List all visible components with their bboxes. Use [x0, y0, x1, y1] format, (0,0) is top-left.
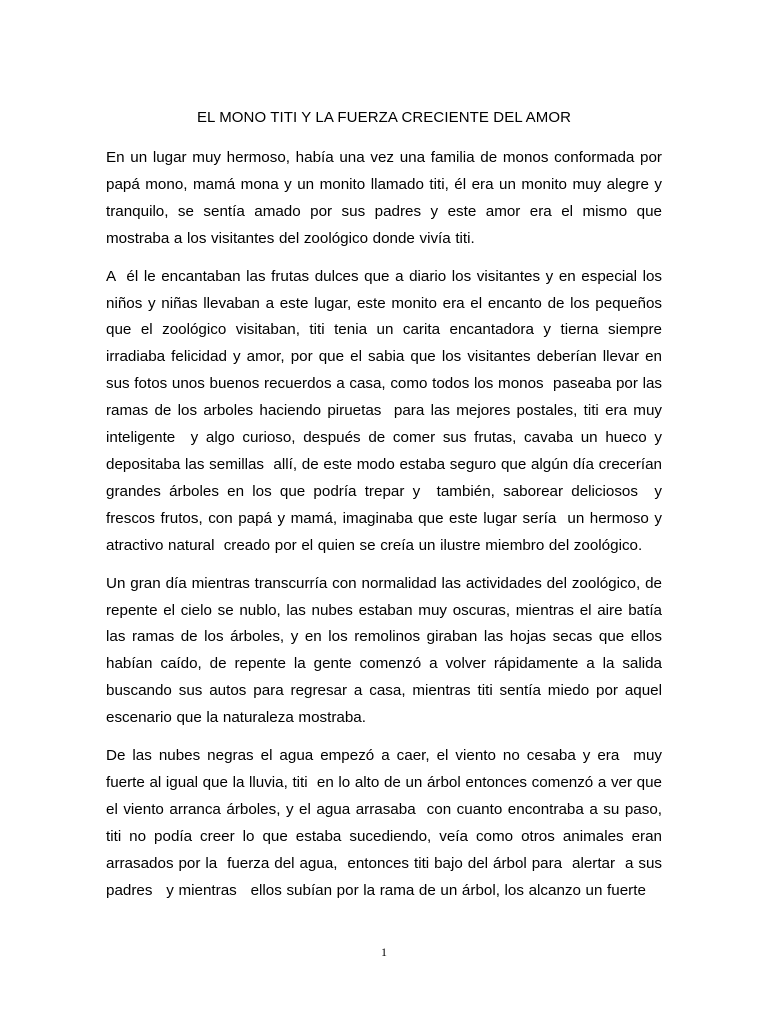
paragraph-3: Un gran día mientras transcurría con normalidad las actividades del zoológico, de repente el cielo se nublo, las nubes estaban muy oscuras, mientras el aire batía las ramas de los árboles, y en los remolinos giraban las hojas secas que ellos habían caído, de repente la gente comenzó a volver rápidamente a la salida buscando sus autos para regresar a casa, mientras titi sentía miedo por aquel escenario que la naturaleza mostraba. — [106, 574, 667, 727]
document-body — [106, 145, 667, 915]
paragraph-4: De las nubes negras el agua empezó a caer, el viento no cesaba y era muy fuerte al igual que la lluvia, titi en lo alto de un árbol entonces comenzó a ver que el viento arranca árboles, y el agua arrasaba con cuanto encontraba a su paso, titi no podía creer lo que estaba sucediendo, veía como otros animales eran arrasados por la fuerza del agua, entonces titi bajo del árbol para alertar a sus padres y mientras ellos subían por la rama de un árbol, los alcanzo un fuerte — [106, 747, 667, 899]
page-number: 1 — [381, 945, 387, 959]
paragraph-2: A él le encantaban las frutas dulces que a diario los visitantes y en especial los niños y niñas llevaban a este lugar, este monito era el encanto de los pequeños que el zoológico visitaban, titi tenia un carita encantadora y tierna siempre irradiaba felicidad y amor, por que el sabia que los visitantes deberían llevar en sus fotos unos buenos recuerdos a casa, como todos los monos paseaba por las ramas de los arboles haciendo piruetas para las mejores postales, titi era muy inteligente y algo curioso, después de comer sus frutas, cavaba un hueco y depositaba las semillas allí, de este modo estaba seguro que algún día crecerían grandes árboles en los que podría trepar y también, saborear deliciosos y frescos frutos, con papá y mamá, imaginaba que este lugar sería un hermoso y atractivo natural creado por el quien se creía un ilustre miembro del zoológico. — [106, 267, 667, 554]
document-title: EL MONO TITI Y LA FUERZA CRECIENTE DEL AMOR — [196, 109, 572, 126]
paragraph-1: En un lugar muy hermoso, había una vez una familia de monos conformada por papá mono, mamá mona y un monito llamado titi, él era un monito muy alegre y tranquilo, se sentía amado por sus padres y este amor era el mismo que mostraba a los visitantes del zoológico donde vivía titi. — [106, 149, 667, 247]
